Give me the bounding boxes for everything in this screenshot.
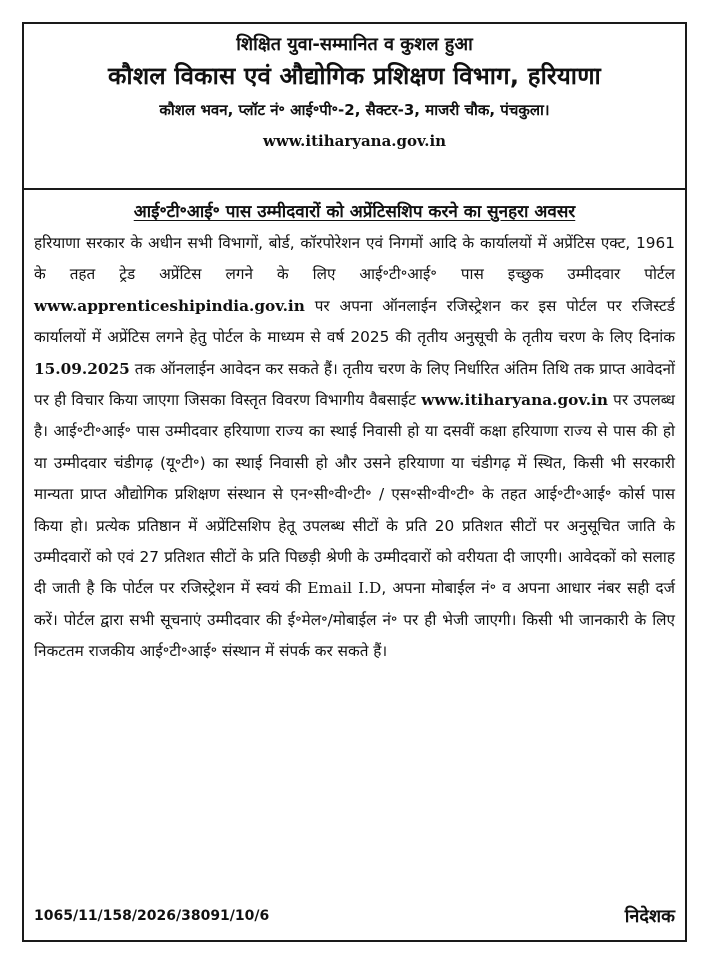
notice-footer: [34, 902, 675, 930]
paragraph-text-4: पर उपलब्ध है। आई॰टी॰आई॰ पास उम्मीदवार हरियाणा राज्य का स्थाई निवासी हो या दसवीं कक्षा हरियाणा राज्य से पास की हो या उम्मीदवार चंडीगढ़ (यू॰टी॰) का स्थाई निवासी हो और उसने हरियाणा या चंडीगढ़ में स्थित, किसी भी सरकारी मान्यता प्राप्त औद्योगिक प्रशिक्षण संस्थान से एन॰सी॰वी॰टी॰ / एस॰सी॰वी॰टी॰ के तहत आई॰टी॰आई॰ कोर्स पास किया हो। प्रत्येक प्रतिष्ठान में अप्रेंटिसशिप हेतू उपलब्ध सीटों के प्रति 20 प्रतिशत सीटों पर अनुसूचित जाति के उम्मीदवारों को एवं 27 प्रतिशत सीटों के प्रति पिछड़ी श्रेणी के उम्मीदवारों को वरीयता दी जाएगी। आवेदकों को सलाह दी जाती है कि पोर्टल पर रजिस्ट्रेशन में स्वयं की: [34, 391, 675, 598]
notice-box: [22, 22, 687, 942]
department-website-url: www.itiharyana.gov.in: [421, 391, 608, 410]
header-website: www.itiharyana.gov.in: [262, 132, 447, 150]
apprenticeship-portal-url: www.apprenticeshipindia.gov.in: [34, 296, 305, 315]
paragraph-text-2: पर अपना ऑनलाईन रजिस्ट्रेशन कर इस पोर्टल पर रजिस्टर्ड कार्यालयों में अप्रेंटिस लगने हेतु पोर्टल के माध्यम से वर्ष 2025 की तृतीय अनुसूची के तृतीय चरण के लिए दिनांक: [34, 296, 675, 347]
last-date: 15.09.2025: [34, 359, 130, 378]
paragraph-text-5: , अपना मोबाईल नं॰ व अपना आधार नंबर सही दर्ज करें। पोर्टल द्वारा सभी सूचनाएं उम्मीदवार की ई॰मेल॰/मोबाईल नं॰ पर ही भेजी जाएगी। किसी भी जानकारी के लिए निकटतम राजकीय आई॰टी॰आई॰ संस्थान में संपर्क कर सकते हैं।: [34, 579, 676, 661]
notice-header: [24, 24, 685, 190]
reference-number: 1065/11/158/2026/38091/10/6: [34, 908, 270, 924]
office-address: कौशल भवन, प्लॉट नं॰ आई॰पी॰-2, सैक्टर-3, माजरी चौक, पंचकुला।: [159, 101, 550, 119]
email-label: Email I.D: [307, 579, 382, 598]
slogan: शिक्षित युवा-सम्मानित व कुशल हुआ: [236, 34, 473, 55]
notice-body: [24, 190, 685, 668]
notice-paragraph: [34, 228, 675, 668]
signatory: निदेशक: [624, 906, 675, 927]
notice-heading: आई॰टी॰आई॰ पास उम्मीदवारों को अप्रेंटिसशिप करने का सुनहरा अवसर: [133, 202, 576, 222]
paragraph-text-1: हरियाणा सरकार के अधीन सभी विभागों, बोर्ड, कॉरपोरेशन एवं निगमों आदि के कार्यालयों में अप्रेंटिस एक्ट, 1961 के तहत ट्रेड अप्रेंटिस लगने के लिए आई॰टी॰आई॰ पास इच्छुक उम्मीदवार पोर्टल: [34, 234, 675, 284]
department-title: कौशल विकास एवं औद्योगिक प्रशिक्षण विभाग, हरियाणा: [108, 62, 601, 90]
paragraph-text-3: तक ऑनलाईन आवेदन कर सकते हैं। तृतीय चरण के लिए निर्धारित अंतिम तिथि तक प्राप्त आवेदनों पर ही विचार किया जाएगा जिसका विस्तृत विवरण विभागीय वैबसाईट: [34, 359, 675, 410]
